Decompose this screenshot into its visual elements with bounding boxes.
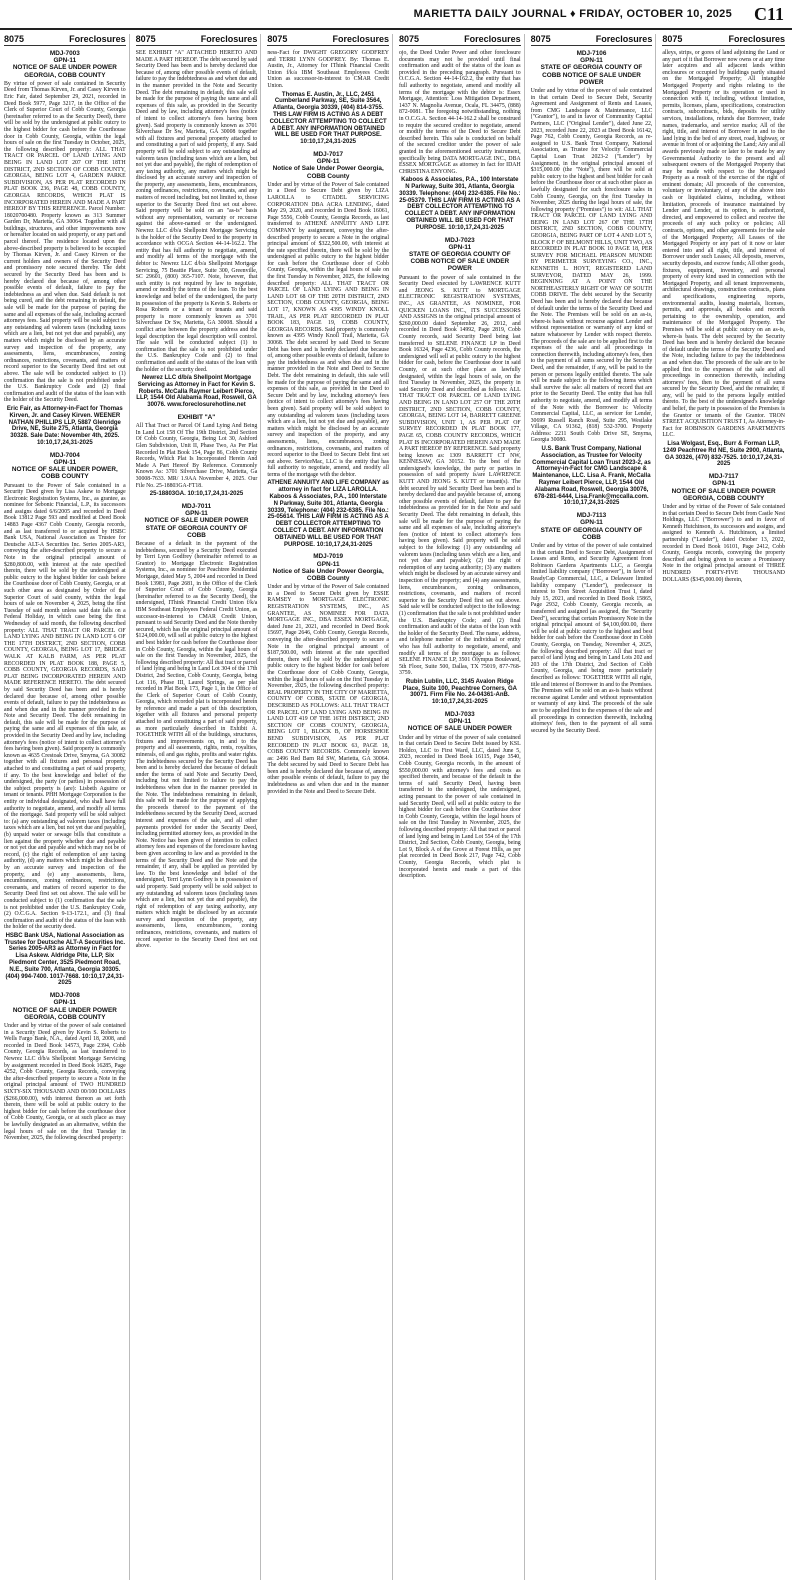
notice-subid: GPN-11 xyxy=(448,243,472,251)
notice-subid: GPN-11 xyxy=(580,57,603,65)
classified-columns xyxy=(4,34,788,1580)
notice-signature: ATHENE ANNUITY AND LIFE COMPANY as attorney in fact for LIZA LAROLLA. Kaboos & Associates, P.A., 100 Interstate N Parkway, Suite 301, Atlanta, Georgia 30339, Telephone: (404) 232-6385. File No.: 25-05614. THIS LAW FIRM IS ACTING AS A DEBT COLLECTOR ATTEMPTING TO COLLECT A DEBT. ANY INFORMATION OBTAINED WILL BE USED FOR THAT PURPOSE. 10:10,17,24,31-2025 xyxy=(267,480,389,548)
notice-signature: 25-18803GA. 10:10,17,24,31-2025 xyxy=(149,491,244,498)
section-code: 8075 xyxy=(267,34,288,44)
notice-signature: Eric Fair, as Attorney-in-Fact for Thomas Kirven, Jr. and Casey Kirven. WEENER NATHAN PHILLIPS LLP, 5887 Glenridge Drive, NE, Suite 275, Atlanta, Georgia 30328. Sale Date: November 4th, 2025. 10:10,17,24,31-2025 xyxy=(6,405,123,446)
notice-title: NOTICE OF SALE UNDER POWER, COBB COUNTY xyxy=(11,466,118,481)
notice-body: Under and by virtue of the power of sale contained in that certain Deed to Secure Debt issued by KSL Holdco, LLC to First Ward, LLC, dated June 5, 2023, recorded in Deed Book 16115, Page 3540, Cobb County, Georgia records, in the amount of $550,000.00 with attorney's fees and costs as specified therein, and because of the default in the terms of said Security Deed, having been transferred to the undersigned, the undersigned, acting pursuant to the power of sale contained in said Security Deed, will sell at public outcry to the highest bidder for cash before the Courthouse door in Cobb County, Georgia, within the legal hours of sale on the first Tuesday in November, 2025, the following described property: All that tract or parcel of land lying and being in Land Lot 554 of the 17th District, 2nd Section, Cobb County, Georgia, being Lot 9, Block A of the Grove at Forest Hills, as per plat recorded in Deed Book 217, Page 742, Cobb County, Georgia Records, which plat is incorporated herein and made a part of this description. xyxy=(398,734,521,880)
notice-title: Notice of Sale Under Power Georgia, COBB County xyxy=(272,567,384,583)
column-3 xyxy=(267,34,393,1580)
section-code: 8075 xyxy=(662,34,683,44)
notice-id: MDJ-7023 xyxy=(444,236,475,244)
column-4 xyxy=(399,34,525,1580)
notice-body: alleys, strips, or gores of land adjoining the Land or any part of it that Borrower now owns or at any time later acquires and all adjacent lands within enclosures or occupied by buildings partly situated on the Mortgaged Property; All intangible Mortgaged Property and rights relating to the Mortgaged Property or its operation or used in connection with it, including, without limitation, permits, licenses, plans, specifications, construction contracts, subcontracts, bids, deposits for utility services, installations, refunds due Borrower, trade names, trademarks, and service marks; All of the right, title, and interest of Borrower in and to the land lying in the bed of any street, road, highway, or avenue in front of or adjoining the Land; Any and all awards previously made or later to be made by any Governmental Authority to the present and all subsequent owners of the Mortgaged Property that may be made with respect to the Mortgaged Property as a result of the exercise of the right of eminent domain; All proceeds of the conversion, voluntary or involuntary, of any of the above into cash or liquidated claims, including, without limitation, proceeds of insurance maintained by Lender and Lender, at its option, is authorized, directed, and empowered to collect and receive the proceeds of any such policy or policies; All contracts, options, and other agreements for the sale of the Mortgaged Property; All Leases of the Mortgaged Property or any part of it now or later entered into and all right, title, and interest of Borrower under such Leases; All deposits, reserves, security deposits, and escrow funds; All other goods, fixtures, equipment, inventory, and personal property of every kind used in connection with the Mortgaged Property, and all tenant improvements, architectural drawings, construction contracts, plans and specifications, engineering reports, environmental audits, leasing materials, licenses, permits, and approvals, all books and records pertaining to the ownership, operation, and maintenance of the Mortgaged Property. The Premises will be sold at public outcry on an as-is, where-is basis. The debt secured by the Security Deed has been and is hereby declared due because of default under the terms of the Security Deed and the Note, including failure to pay the indebtedness as and when due. The proceeds of the sale are to be applied first to the expenses of the sale and all proceedings in connection therewith, including attorneys' fees, then to the payment of all sums secured by the Security Deed, and the remainder, if any, will be paid to the persons legally entitled thereto. To the best of the undersigned's knowledge and belief, the party in possession of the Premises is the Grantor or tenants of the Grantor. TRON STREET ACQUISITION TRUST I, As Attorney-in-Fact for ROBINSON GARDENS APARTMENTS LLC. xyxy=(662,50,785,439)
legal-notice xyxy=(4,992,126,1142)
notice-id: MDJ-7004 xyxy=(49,451,80,459)
column-2 xyxy=(136,34,262,1580)
notice-body: Under and by virtue of the Power of Sale contained in a Deed to Secure Debt given by ESSIE RAMSEY to MORTGAGE ELECTRONIC REGISTRATION SYSTEMS, INC., AS GRANTEE, AS NOMINEE FOR DATA MORTGAGE INC., DBA ESSEX MORTGAGE, dated June 21, 2021, and recorded in Deed Book 15697, Page 2646, Cobb County, Georgia Records, conveying the after-described property to secure a Note in the original principal amount of $187,500.00, with interest at the rate specified therein, there will be sold by the undersigned at public outcry to the highest bidder for cash before the Courthouse door of Cobb County, Georgia, within the legal hours of sale on the first Tuesday in November, 2025, the following described property: REAL PROPERTY IN THE CITY OF MARIETTA, COUNTY OF COBB, STATE OF GEORGIA, DESCRIBED AS FOLLOWS: ALL THAT TRACT OR PARCEL OF LAND LYING AND BEING IN LAND LOT 419 OF THE 16TH DISTRICT, 2ND SECTION OF COBB COUNTY, GEORGIA, BEING LOT 1, BLOCK B, OF HORSESHOE BEND SUBDIVISION, AS PER PLAT RECORDED IN PLAT BOOK 63, PAGE 18, COBB COUNTY RECORDS. Commonly known as: 2496 Red Barn Rd SW, Marietta, GA 30064. The debt secured by said Deed to Secure Debt has been and is hereby declared due because of, among other possible events of default, failure to pay the indebtedness as and when due and in the manner provided in the Note and Deed to Secure Debt. xyxy=(267,584,389,795)
section-label: Foreclosures xyxy=(200,34,258,44)
section-label: Foreclosures xyxy=(69,34,126,44)
notice-id: MDJ-7117 xyxy=(708,473,739,481)
notice-title: Notice of Sale Under Power Georgia, COBB County xyxy=(272,165,384,180)
legal-notice xyxy=(136,50,258,409)
notice-signature: U.S. Bank Trust Company, National Association, as Trustee for Velocity Commercial Capital Loan Trust 2023-2, as Attorney-in-Fact for CMG Landscape & Maintenance, LLC. Lisa A. Frank, McCalla Raymer Leibert Pierce, LLP, 1544 Old Alabama Road, Roswell, Georgia 30076, 678-281-6444, Lisa.Frank@mccalla.com. 10:10,17,24,31-2025 xyxy=(532,446,651,507)
column-header xyxy=(662,34,785,46)
notice-subid: GPN-11 xyxy=(53,999,77,1007)
notice-id: MDJ-7106 xyxy=(576,50,607,57)
notice-signature: Thomas E. Austin, Jr., LLC, 2451 Cumberland Parkway, SE, Suite 3564, Atlanta, Georgia 30339, (404) 814-3755. THIS LAW FIRM IS ACTING AS A DEBT COLLECTOR ATTEMPTING TO COLLECT A DEBT. ANY INFORMATION OBTAINED WILL BE USED FOR THAT PURPOSE. 10:10,17,24,31-2025 xyxy=(269,91,387,146)
notice-subid: GPN-11 xyxy=(316,158,340,166)
section-label: Foreclosures xyxy=(728,34,785,44)
notice-id: MDJ-7113 xyxy=(576,512,607,520)
masthead xyxy=(0,0,792,30)
notice-body: Pursuant to the power of sale contained in the Security Deed executed by LAWRENCE KUTT and JEONG S. KUTT to MORTGAGE ELECTRONIC REGISTRATION SYSTEMS, INC., AS GRANTEE, AS NOMINEE, FOR QUICKEN LOANS INC., ITS SUCCESSORS AND ASSIGNS in the original principal amount of $260,000.00 dated September 26, 2012, and recorded in Deed Book 14992, Page 2819, Cobb County records, said Security Deed being last transferred to SELENE FINANCE LP in Deed Book 16324, Page 4236, Cobb County records, the undersigned will sell at public outcry to the highest bidder for cash, before the Courthouse door in said County, or at such other place as lawfully designated, within the legal hours of sale, on the first Tuesday in November, 2025, the property in said Security Deed and described as follows: ALL THAT TRACT OR PARCEL OF LAND LYING AND BEING IN LAND LOT 257 OF THE 20TH DISTRICT, 2ND SECTION, COBB COUNTY, GEORGIA, BEING LOT 14, BARRETT GREENE SUBDIVISION, UNIT 1, AS PER PLAT OF SURVEY RECORDED IN PLAT BOOK 177, PAGE 65, COBB COUNTY RECORDS, WHICH PLAT IS INCORPORATED HEREIN AND MADE A PART HEREOF BY REFERENCE. Said property being known as: 1309 BARRETT CT NW, KENNESAW, GA 30152. To the best of the undersigned's knowledge, the party or parties in possession of said property is/are LAWRENCE KUTT AND JEONG S. KUTT or tenant(s). The debt secured by said Security Deed has been and is hereby declared due and payable because of, among other possible events of default, failure to pay the indebtedness as provided for in the Note and said Security Deed. The debt remaining in default, this sale will be made for the purpose of paying the same and all expenses of sale, including attorney's fees (notice of intent to collect attorney's fees having been given). Said property will be sold subject to the following: (1) any outstanding ad valorem taxes (including taxes which are a lien, and not yet due and payable); (2) the right of redemption of any taxing authority; (3) any matters which might be disclosed by an accurate survey and inspection of the property; and (4) any assessments, liens, encumbrances, zoning ordinances, restrictions, covenants, and matters of record superior to the Security Deed first set out above. Said sale will be conducted subject to the following: (1) confirmation that the sale is not prohibited under the U.S. Bankruptcy Code; and (2) final confirmation and audit of the status of the loan with the holder of the Security Deed. The name, address, and telephone number of the individual or entity who has full authority to negotiate, amend, and modify all terms of the mortgage is as follows: SELENE FINANCE LP, 3501 Olympus Boulevard, 5th Floor, Suite 500, Dallas, TX 75019, 877-768-3759. xyxy=(398,274,521,677)
notice-body: SEE EXHIBIT "A" ATTACHED HERETO AND MADE A PART HEREOF. The debt secured by said Security Deed has been and is hereby declared due because of, among other possible events of default, failure to pay the indebtedness as and when due and in the manner provided in the Note and Security Deed. The debt remaining in default, this sale will be made for the purpose of paying the same and all expenses of this sale, as provided in the Security Deed and by law, including attorney's fees (notice of intent to collect attorney's fees having been given). Said property is commonly known as 3701 Silverchase Dr Sw, Marietta, GA 30008 together with all fixtures and personal property attached to and constituting a part of said property, if any. Said property will be sold subject to any outstanding ad valorem taxes (including taxes which are a lien, but not yet due and payable), the right of redemption of any taxing authority, any matters which might be disclosed by an accurate survey and inspection of the property, any assessments, liens, encumbrances, zoning ordinances, restrictions, covenants, and any matters of record including, but not limited to, those superior to the Security Deed first set out above. Said property will be sold on an "as-is" basis without any representation, warranty or recourse against the above-named or the undersigned. Newrez LLC d/b/a Shellpoint Mortgage Servicing is the holder of the Security Deed to the property in accordance with OCGA Section 44-14-162.2. The entity that has full authority to negotiate, amend, and modify all terms of the mortgage with the debtor is: Newrez LLC d/b/a Shellpoint Mortgage Servicing, 75 Beattie Place, Suite 300, Greenville, SC 29601, (800) 365-7107. Note, however, that such entity is not required by law to negotiate, amend or modify the terms of the loan. To the best knowledge and belief of the undersigned, the party in possession of the property is Kevin S. Roberts or Rosa Roberts or a tenant or tenants and said property is more commonly known as 3701 Silverchase Dr Sw, Marietta, GA 30008. Should a conflict arise between the property address and the legal description the legal description will control. The sale will be conducted subject (1) to confirmation that the sale is not prohibited under the U.S. Bankruptcy Code and (2) to final confirmation and audit of the status of the loan with the holder of the security deed. xyxy=(135,50,258,373)
notice-body: Because of a default in the payment of the indebtedness, secured by a Security Deed executed by Terri Lynn Godfrey (hereinafter referred to as Grantor) to Mortgage Electronic Registration Systems, Inc., as nominee for Peachtree Residential Mortgage, dated May 5, 2004 and recorded in Deed Book 13981, Page 2681, in the Office of the Clerk of Superior Court of Cobb County, Georgia (hereinafter referred to as the Security Deed), the undersigned, IThink Financial Credit Union f/k/a IBM Southeast Employees Federal Credit Union, as successor-in-interest to CMAR Credit Union, pursuant to said Security Deed and the Note thereby secured, which has the original principal amount of $124,000.00, will sell at public outcry to the highest and best bidder for cash before the Courthouse door in Cobb County, Georgia, within the legal hours of sale on the first Tuesday in November, 2025, the following described property: All that tract or parcel of land lying and being in Land Lot 304 of the 17th District, 2nd Section, Cobb County, Georgia, being Lot 116, Phase III, Laurel Springs, as per plat recorded in Plat Book 173, Page 1, in the Office of the Clerk of Superior Court of Cobb County, Georgia, which recorded plat is incorporated herein by reference and made a part of this description, together with all fixtures and personal property attached to and constituting a part of said property, as more particularly described in Exhibit A. TOGETHER WITH all of the buildings, structures, fixtures and improvements on, in and to the property and all easements, rights, rents, royalties, minerals, oil and gas rights, profits and water rights. The indebtedness secured by the Security Deed has been and is hereby declared due because of default under the terms of said Note and Security Deed, including but not limited to failure to pay the indebtedness when due in the manner provided in the Note. The indebtedness remaining in default, this sale will be made for the purpose of applying the proceeds thereof to the payment of the indebtedness secured by the Security Deed, accrued interest and expenses of the sale, and all other payments provided for under the Security Deed, including permitted attorney fees, as provided in the Note. Notice has been given of intention to collect attorney fees and expenses of the foreclosure having been given according to law and as provided in the terms of the Security Deed and the Note and the remainder, if any, shall be applied as provided by law. To the best knowledge and belief of the undersigned, Terri Lynn Godfrey is in possession of said property. Said property will be sold subject to any outstanding ad valorem taxes (including taxes which are a lien, but not yet due and payable), the right of redemption of any taxing authority, any matters which might be disclosed by an accurate survey and inspection of the property, any assessments, liens, encumbrances, zoning ordinances, restrictions, covenants, and matters of record superior to the Security Deed first set out above. xyxy=(135,541,258,950)
notice-subid: GPN-11 xyxy=(53,57,77,65)
notice-signature: Rubin Lublin, LLC, 3145 Avalon Ridge Place, Suite 100, Peachtree Corners, GA 30071. Firm File No. 24-04361-AnB. 10:10,17,24,31-2025 xyxy=(402,678,518,706)
notice-body: Under and by virtue of the Power of Sale contained in a Deed to Secure Debt given by LIZA LAROLLA to CITADEL SERVICING CORPORATION DBA ACRA LENDING, dated May 29, 2020, and recorded in Deed Book 16061, Page 5556, Cobb County, Georgia Records, as last transferred to ATHENE ANNUITY AND LIFE COMPANY by assignment, conveying the after-described property to secure a Note in the original principal amount of $322,500.00, with interest at the rate specified therein, there will be sold by the undersigned at public outcry to the highest bidder for cash before the Courthouse door of Cobb County, Georgia, within the legal hours of sale on the first Tuesday in November, 2025, the following described property: ALL THAT TRACT OR PARCEL OF LAND LYING AND BEING IN LAND LOT 68 OF THE 20TH DISTRICT, 2ND SECTION, COBB COUNTY, GEORGIA, BEING LOT 17, KNOWN AS 4395 WINDY KNOLL TRAIL, AS PER PLAT RECORDED IN PLAT BOOK 183, PAGE 19, COBB COUNTY, GEORGIA RECORDS. Said property is commonly known as 4395 Windy Knoll Trail, Marietta, GA 30068. The debt secured by said Deed to Secure Debt has been and is hereby declared due because of, among other possible events of default, failure to pay the indebtedness as and when due and in the manner provided in the Note and Deed to Secure Debt. The debt remaining in default, this sale will be made for the purpose of paying the same and all expenses of this sale, as provided in the Deed to Secure Debt and by law, including attorney's fees (notice of intent to collect attorney's fees having been given). Said property will be sold subject to any outstanding ad valorem taxes (including taxes which are a lien, but not yet due and payable), any matters which might be disclosed by an accurate survey and inspection of the property, and any assessments, liens, encumbrances, zoning ordinances, restrictions, covenants, and matters of record superior to the Deed to Secure Debt first set out above. ServiceMac, LLC is the entity that has full authority to negotiate, amend, and modify all terms of the mortgage with the debtor. xyxy=(267,181,389,478)
legal-notice xyxy=(136,414,258,498)
notice-signature: Newrez LLC d/b/a Shellpoint Mortgage Servicing as Attorney in Fact for Kevin S. Roberts. McCalla Raymer Leibert Pierce, LLP, 1544 Old Alabama Road, Roswell, GA 30076. www.foreclosurehotline.net xyxy=(136,375,257,409)
column-header xyxy=(4,34,126,46)
notice-title: STATE OF GEORGIA COUNTY OF COBB xyxy=(540,526,643,541)
section-code: 8075 xyxy=(4,34,25,44)
legal-notice xyxy=(399,711,521,880)
notice-subid: GPN-11 xyxy=(185,510,208,518)
column-header xyxy=(531,34,653,46)
legal-notice xyxy=(662,473,785,583)
column-header xyxy=(267,34,389,46)
notice-body: ness-Fact for DWIGHT GREGORY GODFREY and TERRI LYNN GODFREY. By: Thomas E. Austin, Jr., Attorney for IThink Financial Credit Union f/k/a IBM Southeast Employees Credit Union as successor-in-interest to CMAR Credit Union. xyxy=(267,50,389,89)
notice-subid: GPN-11 xyxy=(448,718,472,726)
notice-subid: GPN-11 xyxy=(53,458,77,466)
notice-body: ojo, the Deed Under Power and other foreclosure documents may not be provided until final confirmation and audit of the status of the loan as provided in the preceding paragraph. Pursuant to O.C.G.A. Section 44-14-162.2, the entity that has full authority to negotiate, amend and modify all terms of the mortgage with the debtor is: Essex Mortgage, Attention: Loss Mitigation Department, 1437 N. Magnolia Avenue, Ocala, FL 34475, (888) 872-0081. The foregoing notwithstanding, nothing in O.C.G.A. Section 44-14-162.2 shall be construed to require the secured creditor to negotiate, amend or modify the terms of the Deed to Secure Debt described herein. This sale is conducted on behalf of the secured creditor under the power of sale granted in the aforementioned security instrument, specifically being DATA MORTGAGE INC., DBA ESSEX MORTGAGE as attorney in fact for IDAH CHRISTINA ENYONG. xyxy=(398,50,521,175)
notice-signature: HSBC Bank USA, National Association as Trustee for Deutsche ALT-A Securities Inc. Series 2005-AR3 as Attorney in Fact for Lisa Askew. Aldridge Pite, LLP, Six Piedmont Center, 3525 Piedmont Road, N.E., Suite 700, Atlanta, Georgia 30305. (404) 994-7400. 1017-7668. 10:10,17,24,31-2025 xyxy=(4,932,126,987)
notice-title: STATE OF GEORGIA COUNTY OF COBB NOTICE OF SALE UNDER POWER xyxy=(408,251,511,273)
legal-notice xyxy=(399,237,521,706)
legal-notice xyxy=(662,50,785,468)
section-label: Foreclosures xyxy=(595,34,653,44)
notice-title: NOTICE OF SALE UNDER POWER GEORGIA, COBB COUNTY xyxy=(671,487,776,502)
notice-subid: GPN-11 xyxy=(712,480,736,488)
notice-body: Pursuant to the Power of Sale contained in a Security Deed given by Lisa Askew to Mortgage Electronic Registration Systems, Inc., as grantee, as nominee for Sebonic Financial, L.P., its successors and assigns dated 6/6/2005 and recorded in Deed Book 13812 Page 593 and modified at Deed Book 14883 Page 4367 Cobb County, Georgia records, and as last transferred to or acquired by HSBC Bank USA, National Association as Trustee for Deutsche ALT-A Securities Inc. Series 2005-AR3, conveying the after-described property to secure a Note in the original principal amount of $280,800.00, with interest at the rate specified therein, there will be sold by the undersigned at public outcry to the highest bidder for cash before the Courthouse door of Cobb County, Georgia, or at such other area as designated by Order of the Superior Court of said county, within the legal hours of sale on November 4, 2025, being the first Tuesday of said month unless said date falls on a Federal Holiday, in which case being the first Wednesday of said month, the following described property: ALL THAT TRACT OR PARCEL OF LAND LYING AND BEING IN LAND LOT 6 OF THE 17TH DISTRICT, 2ND SECTION, COBB COUNTY, GEORGIA, BEING LOT 17, BRIDGE WALK AT KALB FARM, AS PER PLAT RECORDED IN PLAT BOOK 188, PAGE 5, COBB COUNTY, GEORGIA RECORDS, SAID PLAT BEING INCORPORATED HEREIN AND MADE REFERENCE HERETO. The debt secured by said Security Deed has been and is hereby declared due because of, among other possible events of default, failure to pay the indebtedness as and when due and in the manner provided in the Note and Security Deed. The debt remaining in default, this sale will be made for the purpose of paying the same and all expenses of this sale, as provided in the Security Deed and by law, including attorney's fees (notice of intent to collect attorney's fees having been given). Said property is commonly known as 4635 Crestoak Drive, Smyrna, GA 30082 together with all fixtures and personal property attached to and constituting a part of said property, if any. To the best knowledge and belief of the undersigned, the party (or parties) in possession of the subject property is (are): Lisbeth Aguirre or tenant or tenants. PHH Mortgage Corporation is the entity or individual designated, who shall have full authority to negotiate, amend, and modify all terms of the mortgage. Said property will be sold subject to: (a) any outstanding ad valorem taxes (including taxes which are a lien, but not yet due and payable), (b) unpaid water or sewage bills that constitute a lien against the property whether due and payable or not yet due and payable and which may not be of record, (c) the right of redemption of any taxing authority, (d) any matters which might be disclosed by an accurate survey and inspection of the property, and (e) any assessments, liens, encumbrances, zoning ordinances, restrictions, covenants, and matters of record superior to the Security Deed first set out above. The sale will be conducted subject to (1) confirmation that the sale is not prohibited under the U.S. Bankruptcy Code, (2) O.C.G.A. Section 9-13-172.1, and (3) final confirmation and audit of the status of the loan with the holder of the security deed. xyxy=(4,482,126,931)
legal-notice xyxy=(399,50,521,232)
publication-line: MARIETTA DAILY JOURNAL ♦ FRIDAY, OCTOBER 10, 2025 xyxy=(413,8,732,20)
page-number: C11 xyxy=(753,4,784,24)
legal-notice xyxy=(267,151,389,549)
section-label: Foreclosures xyxy=(332,34,389,44)
notice-body: Under and by virtue of the power of sale contained in that certain Deed to Secure Debt, Security Agreement and Assignment of Rents and Leases, from CMG Landscape & Maintenance, LLC ("Grantor"), to and in favor of Community Capital Partners, LLC ("Original Lender"), dated June 22, 2023, recorded June 22, 2023 at Deed Book 16142, Page 762, Cobb County, Georgia Records, as re-assigned to U.S. Bank Trust Company, National Association, as Trustee for Velocity Commercial Capital Loan Trust 2023-2 ("Lender") by Assignment, in the original principal amount of $315,000.00 (the "Note"), there will be sold at public outcry to the highest and best bidder for cash before the Courthouse door or at such other place as lawfully designated for such foreclosure sales in Cobb County, Georgia, on the first Tuesday in November, 2025 during the legal hours of sale, the following property ("Premises") to wit: ALL THAT TRACT OR PARCEL OF LAND LYING AND BEING IN LAND LOT 267 OF THE 17TH DISTRICT, 2ND SECTION, COBB COUNTY, GEORGIA, BEING PART OF LOT 4 AND LOT 5, BLOCK F OF BELMONT HILLS, UNIT TWO, AS RECORDED IN PLAT BOOK 10 PAGE 18, PER SURVEY FOR MICHAEL PEARSON MUNDIE BY PERIMETER SURVEYING CO., INC., KENNETH L. HOYT, REGISTERED LAND SURVEYOR, DATED MAY 26, 1999. BEGINNING AT A POINT ON THE NORTHEASTERLY RIGHT OF WAY OF SOUTH COBB DRIVE. The debt secured by the Security Deed has been and is hereby declared due because of default under the terms of the Security Deed and the Note. The Premises will be sold on an as-is, where-is basis without recourse against Lender and without representation or warranty of any kind or nature whatsoever by Lender with respect thereto. The proceeds of the sale are to be applied first to the expenses of the sale and all proceedings in connection therewith, including attorney's fees, then to the payment of all sums secured by the Security Deed, and the remainder, if any, will be paid to the person or persons legally entitled thereto. The sale will be made subject to the following items which shall survive the sale: all matters of record that are prior to the Security Deed. The entity that has full authority to negotiate, amend, and modify all terms of the Note with the Borrower is: Velocity Commercial Capital, LLC, as servicer for Lender, 30699 Russell Ranch Road, Suite 295, Westlake Village, CA 91362, (818) 532-3700. Property Address: 2211 South Cobb Drive SE, Smyrna, Georgia 30080. xyxy=(530,88,653,444)
notice-body: By virtue of power of sale contained in Security Deed from Thomas Kirven, Jr. and Casey Kirven to Eric Fair, dated September 29, 2021, recorded in Deed Book 5977, Page 3217, in the Office of the Clerk of Superior Court of Cobb County, Georgia (hereinafter referred to as the Security Deed), there will be sold by the undersigned at public outcry to the highest bidder for cash before the Courthouse door in Cobb County, Georgia, within the legal hours of sale on the first Tuesday in October, 2025, the following described property: ALL THAT TRACT OR PARCEL OF LAND LYING AND BEING IN LAND LOT 207 OF THE 18TH DISTRICT, 2ND SECTION OF COBB COUNTY, GEORGIA, BEING LOT 4, GARDEN PARKE SUBDIVISION, AS PER PLAT RECORDED IN PLAT BOOK 236, PAGE 48, COBB COUNTY, GEORGIA RECORDS, WHICH PLAT IS INCORPORATED HEREIN AND MADE A PART HEREOF BY THIS REFERENCE. Parcel Number: 18020700480. Property known as 313 Summer Garden Dr, Marietta, GA 30064. Together with all buildings, structures, and other improvements now or hereafter located on said property, or any part and parcel thereof. The residence located upon the above-described property is believed to be occupied by Thomas Kirven, Jr. and Casey Kirven or the current holders and owners of the Security Deed and promissory note secured thereby. The debt secured by the Security Deed has been and is hereby declared due because of, among other possible events of default, failure to pay the indebtedness as and when due. Said default is not being cured, and the debt remaining in default, the sale will be made for the purpose of paying the same and all expenses of the sale, including accrued attorneys fees. Said property will be sold subject to any outstanding ad valorem taxes (including taxes which are a lien, but not yet due and payable), any matters which might be disclosed by an accurate survey and inspection of the property, any assessments, liens, encumbrances, zoning ordinances, restrictions, covenants, and matters of record superior to the Security Deed first set out above. The sale will be conducted subject to (1) confirmation that the sale is not prohibited under the U.S. Bankruptcy Code and (2) final confirmation and audit of the status of the loan with the holder of the Security Deed. xyxy=(4,80,126,404)
notice-id: MDJ-7011 xyxy=(181,503,212,511)
notice-id: MDJ-7017 xyxy=(313,150,344,158)
notice-subid: GPN-11 xyxy=(580,519,603,527)
notice-id: MDJ-7033 xyxy=(444,711,475,719)
notice-body: Under and by virtue of the power of sale contained in a Security Deed given by Kevin S. Roberts to Wells Fargo Bank, N.A., dated April 18, 2008, and recorded in Deed Book 14573, Page 2394, Cobb County, Georgia Records, as last transferred to Newrez LLC d/b/a Shellpoint Mortgage Servicing by assignment recorded in Deed Book 16285, Page 4252, Cobb County, Georgia Records, conveying the after-described property to secure a Note in the original principal amount of TWO HUNDRED SIXTY-SIX THOUSAND AND 00/100 DOLLARS ($266,000.00), with interest thereon as set forth therein, there will be sold at public outcry to the highest bidder for cash before the courthouse door of Cobb County, Georgia, or at such place as may be lawfully designated as an alternative, within the legal hours of sale on the first Tuesday in November, 2025, the following described property: xyxy=(4,1023,126,1142)
legal-notice xyxy=(267,50,389,146)
notice-title: NOTICE OF SALE UNDER POWER STATE OF GEORGIA COUNTY OF COBB xyxy=(144,517,249,539)
section-code: 8075 xyxy=(135,34,156,44)
notice-signature: Kaboos & Associates, P.A., 100 Interstate N Parkway, Suite 301, Atlanta, Georgia 30339. Telephone: (404) 232-6385. File No.: 25-05379. THIS LAW FIRM IS ACTING AS A DEBT COLLECTOR ATTEMPTING TO COLLECT A DEBT. ANY INFORMATION OBTAINED WILL BE USED FOR THAT PURPOSE. 10:10,17,24,31-2025 xyxy=(399,177,521,231)
legal-notice xyxy=(531,512,653,734)
notice-body: Under and by virtue of the power of sale contained in that certain Deed to Secure Debt, Assignment of Leases and Rents, and Security Agreement from Robinson Gardens Apartments LLC, a Georgia limited liability company ("Borrower"), in favor of ReadyCap Commercial, LLC, a Delaware limited liability company ("Lender"), predecessor in interest to Tron Street Acquisition Trust I, dated July 15, 2021, and recorded in Deed Book 15865, Page 2932, Cobb County, Georgia records, as transferred and assigned (as assigned, the "Security Deed"), securing that certain Promissory Note in the original principal amount of $4,100,000.00, there will be sold at public outcry to the highest and best bidder for cash before the Courthouse door in Cobb County, Georgia, on Tuesday, November 4, 2025, the following described property: All that tract or parcel of land lying and being in Land Lots 202 and 203 of the 17th District, 2nd Section of Cobb County, Georgia, and being more particularly described as follows: TOGETHER WITH all right, title and interest of Borrower in and to the Premises. The Premises will be sold on an as-is basis without recourse against Lender and without representation or warranty of any kind. The proceeds of the sale are to be applied first to the expenses of the sale and all proceedings in connection therewith, including attorneys' fees, then to the payment of all sums secured by the Security Deed. xyxy=(530,543,653,734)
legal-notice xyxy=(136,503,258,950)
column-6 xyxy=(662,34,788,1580)
legal-notice xyxy=(267,553,389,795)
notice-title: STATE OF GEORGIA COUNTY OF COBB NOTICE OF SALE UNDER POWER xyxy=(540,64,643,86)
notice-title: EXHIBIT "A" xyxy=(177,414,216,422)
column-1 xyxy=(4,34,130,1580)
notice-id: MDJ-7008 xyxy=(49,992,80,1000)
notice-id: MDJ-7003 xyxy=(49,50,80,57)
section-label: Foreclosures xyxy=(464,34,521,44)
column-header xyxy=(399,34,521,46)
notice-subid: GPN-11 xyxy=(316,560,340,568)
legal-notice xyxy=(4,50,126,447)
notice-body: All That Tract or Parcel Of Land Lying And Being In Land Lot 158 Of The 19th District, 2nd Section Of Cobb County, Georgia, Being Lot 30, Ashford Glen Subdivision, Unit II, Phase Two, As Per Plat Recorded In Plat Book 154, Page 86, Cobb County Records, Which Plat Is Incorporated Herein And Made A Part Hereof By Reference. Commonly Known As: 3701 Silverchase Drive, Marietta, Ga 30008-7633. MR/ 1.9AA November 4, 2025. Our File No. 25-18803GA-FT18. xyxy=(135,423,258,489)
notice-title: NOTICE OF SALE UNDER POWER GEORGIA, COBB COUNTY xyxy=(12,1006,117,1021)
column-5 xyxy=(531,34,657,1580)
section-code: 8075 xyxy=(398,34,420,44)
legal-notice xyxy=(4,452,126,988)
notice-title: NOTICE OF SALE UNDER POWER GEORGIA, COBB COUNTY xyxy=(12,64,117,79)
legal-notice xyxy=(531,50,653,507)
section-code: 8075 xyxy=(530,34,551,44)
notice-signature: Lisa Wolgast, Esq., Burr & Forman LLP, 1249 Peachtree Rd NE, Suite 2900, Atlanta, GA 30326, (470) 832-7525. 10:10,17,24,31-2025 xyxy=(662,441,785,468)
notice-id: MDJ-7019 xyxy=(313,553,344,561)
column-header xyxy=(136,34,258,46)
notice-title: NOTICE OF SALE UNDER POWER xyxy=(407,725,512,733)
notice-body: Under and by virtue of the Power of Sale contained in that certain Deed to Secure Debt from Castle Nest Holdings, LLC ("Borrower") to and in favor of Kenneth Hutchinson, its successors and assigns, and assigned to Kenneth A. Hutchinson, a limited partnership ("Lender"), dated October 13, 2022, recorded in Deed Book 16101, Page 2412, Cobb County, Georgia records, conveying the property described and being given to secure a Promissory Note in the original principal amount of THREE HUNDRED FORTY-FIVE THOUSAND DOLLARS ($345,000.00) therein, xyxy=(662,504,785,583)
